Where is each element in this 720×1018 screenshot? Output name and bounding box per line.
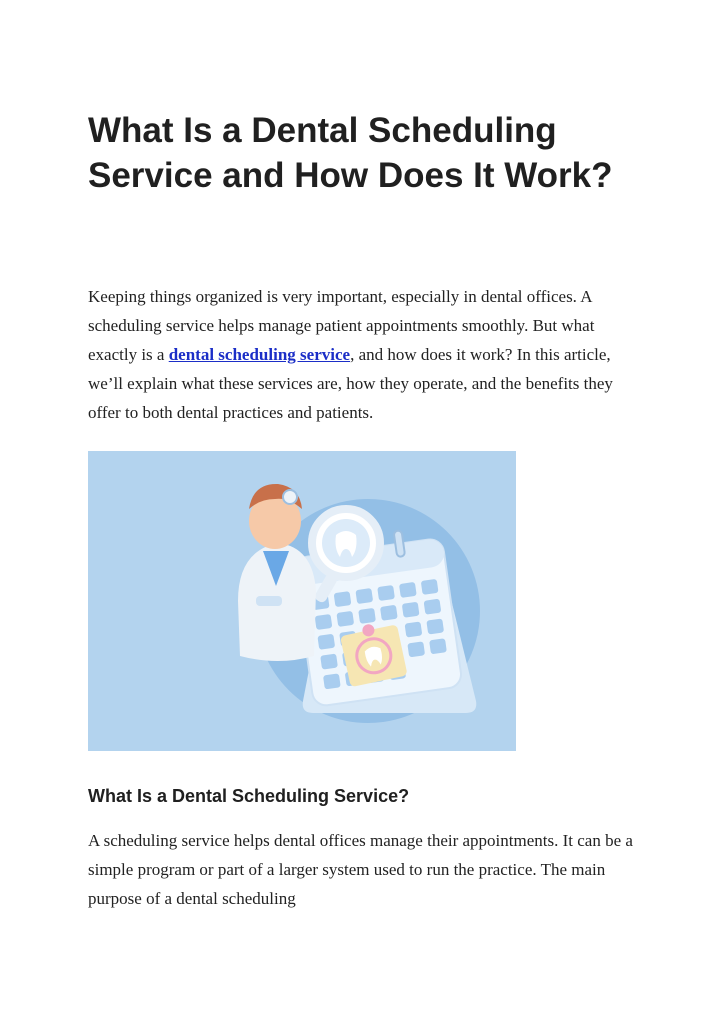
page-title: What Is a Dental Scheduling Service and How Does It Work?	[88, 111, 613, 195]
dental-scheduling-service-link[interactable]: dental scheduling service	[168, 345, 351, 364]
intro-paragraph	[88, 282, 633, 427]
intro-text-end: , and how does it work? In this article, we’ll explain what these services are, how they operate, and the benefits they offer to both dental practices and patients.	[88, 345, 613, 422]
dental-scheduling-illustration	[88, 451, 516, 751]
section-paragraph: A scheduling service helps dental offices manage their appointments. It can be a simple program or part of a larger system used to run the practice. The main purpose of a dental scheduling	[88, 831, 633, 908]
intro-text-start: Keeping things organized is very important, especially in dental offices. A scheduling service helps manage patient appointments smoothly. But what exactly is a	[88, 287, 595, 364]
illustration-svg	[88, 451, 516, 751]
dentist-icon	[238, 484, 316, 661]
section-heading: What Is a Dental Scheduling Service?	[88, 786, 410, 806]
